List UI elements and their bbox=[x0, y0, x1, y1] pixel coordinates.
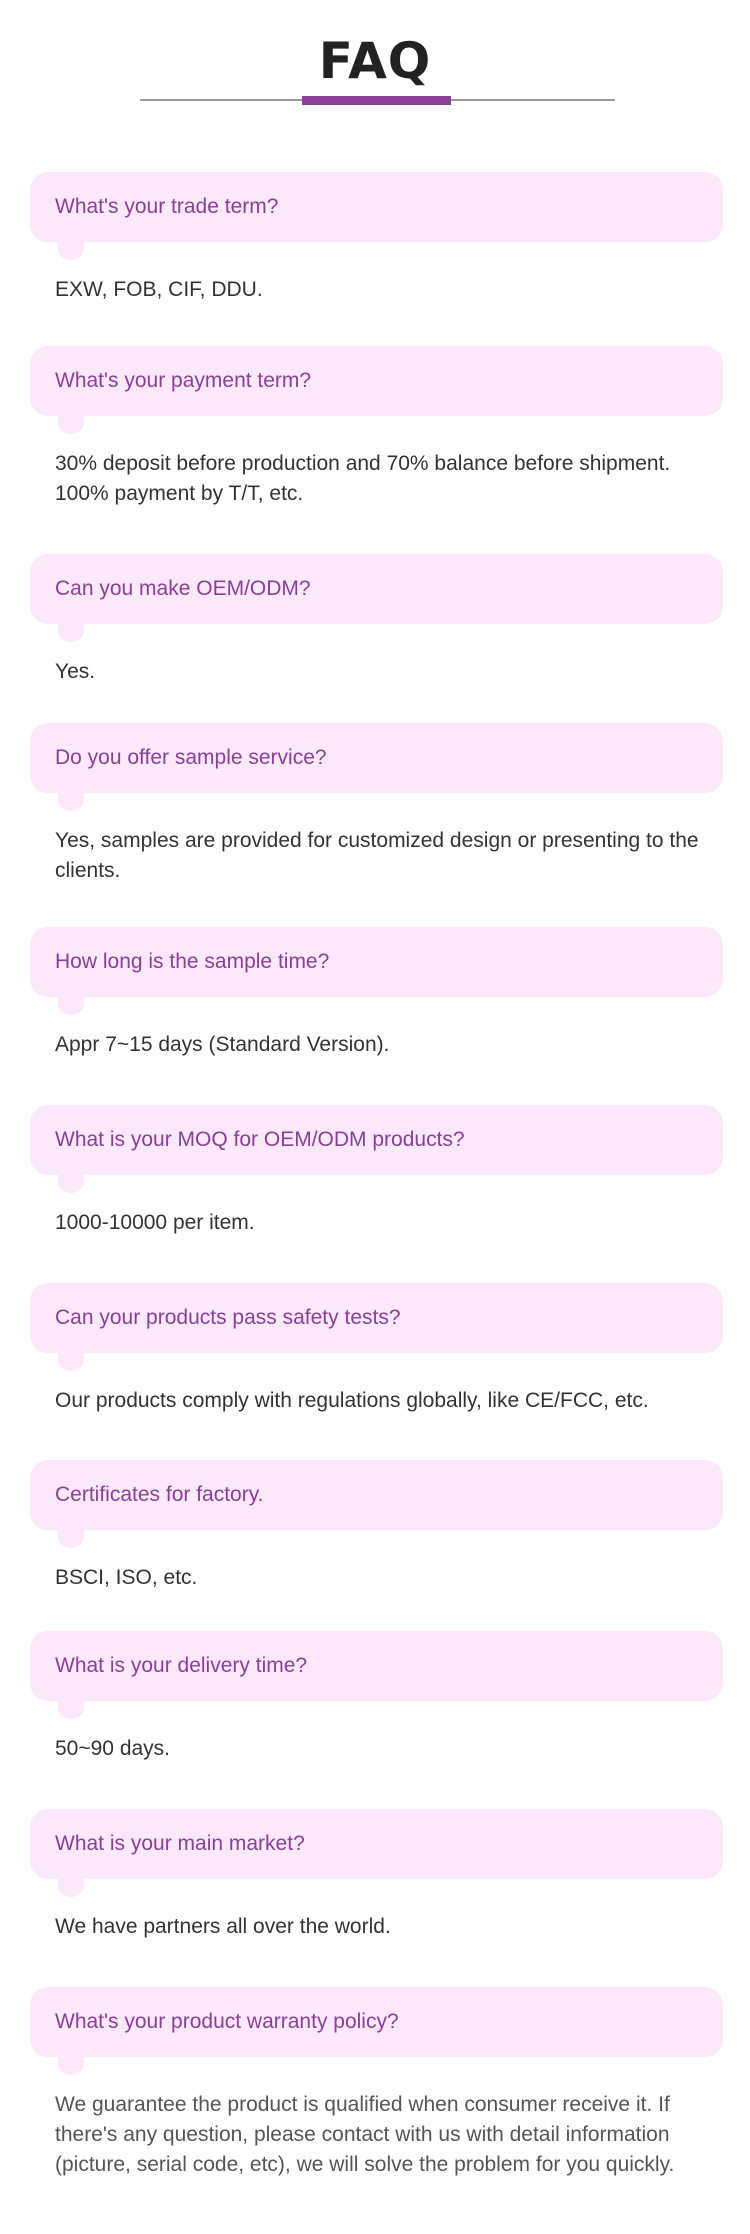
faq-question[interactable]: Certificates for factory. bbox=[30, 1460, 723, 1530]
title-divider-accent bbox=[302, 96, 451, 105]
question-bubble-tail bbox=[58, 1171, 84, 1193]
question-bubble-tail bbox=[58, 2053, 84, 2075]
question-bubble-tail bbox=[58, 1875, 84, 1897]
question-bubble-tail bbox=[58, 1526, 84, 1548]
faq-answer: Yes. bbox=[55, 660, 96, 683]
faq-question[interactable]: Can your products pass safety tests? bbox=[30, 1283, 723, 1353]
faq-answer: Yes, samples are provided for customized design or presenting to the clients. bbox=[55, 829, 699, 882]
faq-question[interactable]: What is your main market? bbox=[30, 1809, 723, 1879]
faq-answer: BSCI, ISO, etc. bbox=[55, 1566, 198, 1589]
faq-answer: Our products comply with regulations globally, like CE/FCC, etc. bbox=[55, 1389, 649, 1412]
faq-question[interactable]: What is your delivery time? bbox=[30, 1631, 723, 1701]
faq-answer: We guarantee the product is qualified when consumer receive it. If there's any question, please contact with us with detail information (picture, serial code, etc), we will solve the problem for you quickly. bbox=[55, 2093, 675, 2176]
faq-answer: EXW, FOB, CIF, DDU. bbox=[55, 278, 263, 301]
faq-question[interactable]: How long is the sample time? bbox=[30, 927, 723, 997]
faq-question[interactable]: What's your product warranty policy? bbox=[30, 1987, 723, 2057]
faq-question[interactable]: What's your payment term? bbox=[30, 346, 723, 416]
faq-question[interactable]: Do you offer sample service? bbox=[30, 723, 723, 793]
question-bubble-tail bbox=[58, 789, 84, 811]
faq-answer: Appr 7~15 days (Standard Version). bbox=[55, 1033, 390, 1056]
page-title: FAQ bbox=[318, 32, 432, 90]
faq-answer: 1000-10000 per item. bbox=[55, 1211, 255, 1234]
faq-answer: 50~90 days. bbox=[55, 1737, 171, 1760]
question-bubble-tail bbox=[58, 412, 84, 434]
question-bubble-tail bbox=[58, 238, 84, 260]
faq-question[interactable]: What is your MOQ for OEM/ODM products? bbox=[30, 1105, 723, 1175]
question-bubble-tail bbox=[58, 1349, 84, 1371]
faq-answer: We have partners all over the world. bbox=[55, 1915, 391, 1938]
question-bubble-tail bbox=[58, 1697, 84, 1719]
question-bubble-tail bbox=[58, 620, 84, 642]
question-bubble-tail bbox=[58, 993, 84, 1015]
faq-question[interactable]: Can you make OEM/ODM? bbox=[30, 554, 723, 624]
faq-header bbox=[0, 0, 750, 140]
faq-answer: 30% deposit before production and 70% balance before shipment. 100% payment by T/T, etc. bbox=[55, 452, 671, 505]
faq-question[interactable]: What's your trade term? bbox=[30, 172, 723, 242]
